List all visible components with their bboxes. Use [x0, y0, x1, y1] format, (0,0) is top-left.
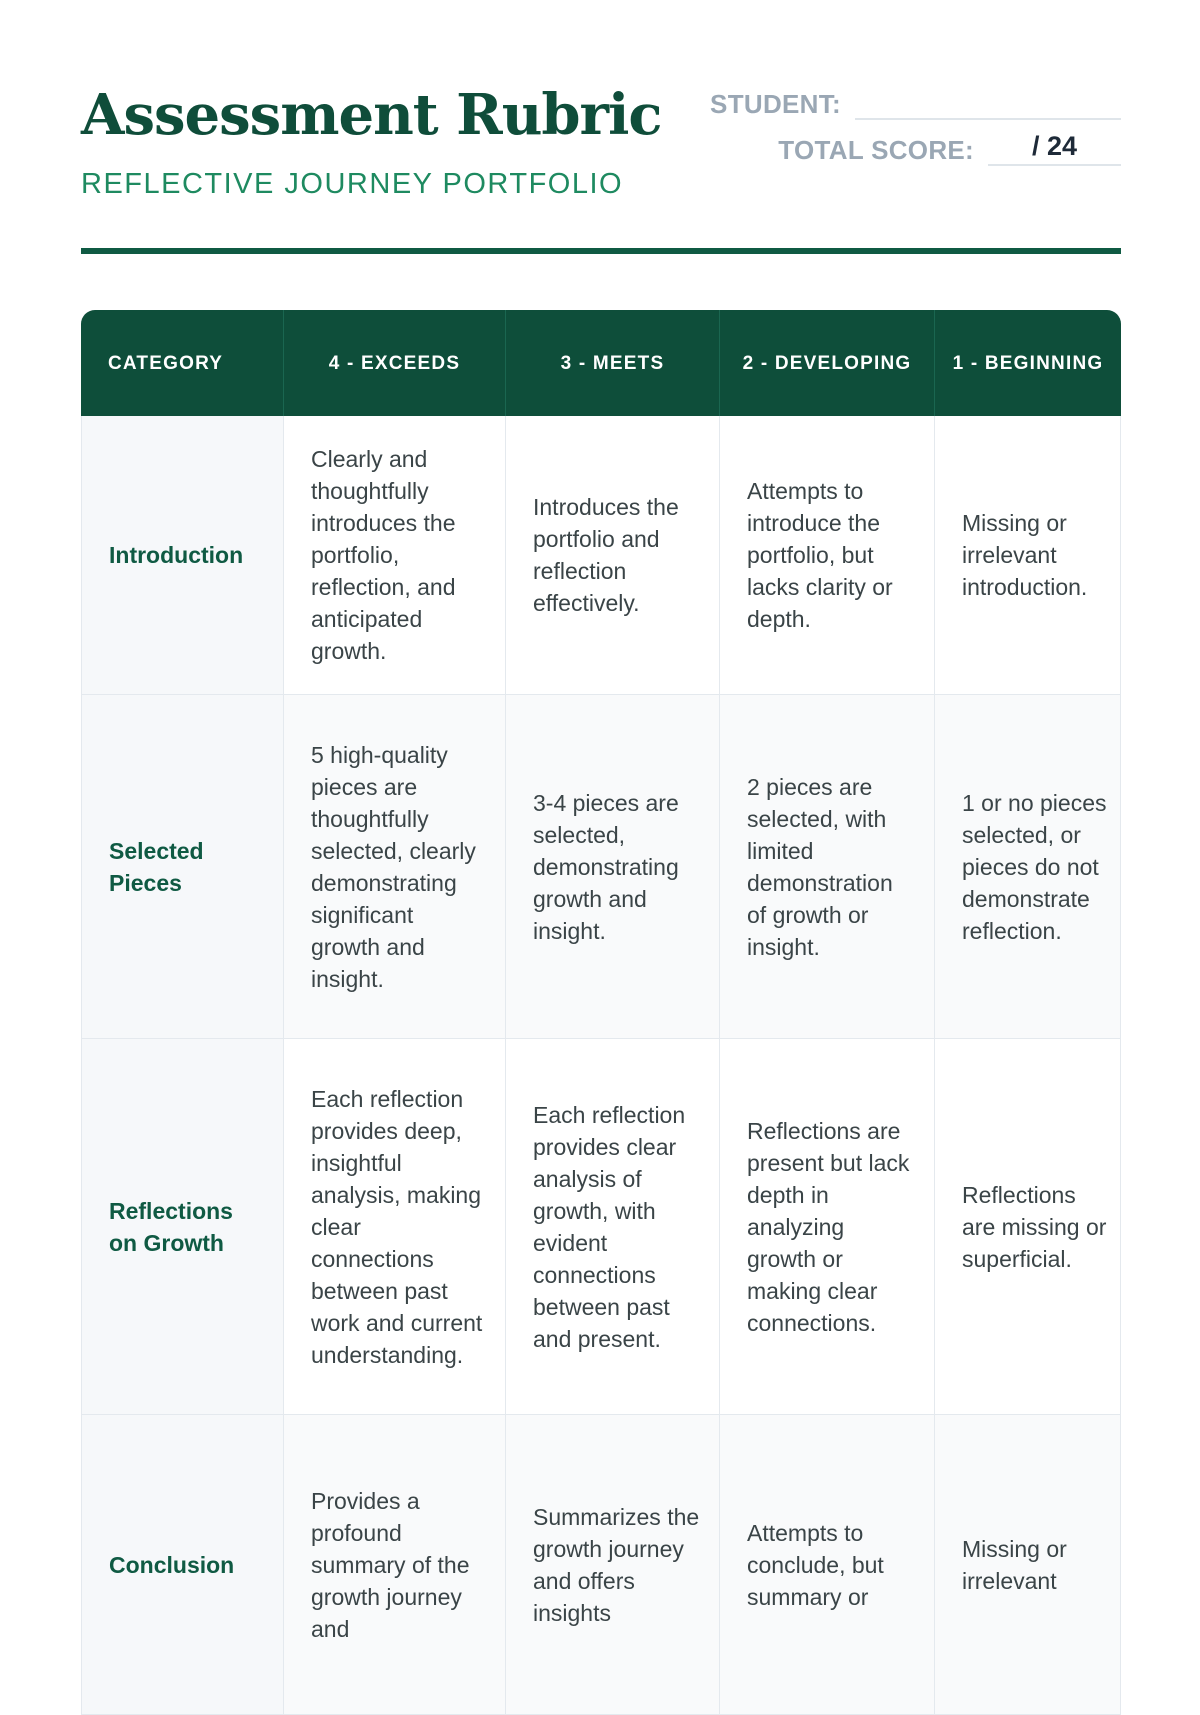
- table-row: [81, 1415, 1121, 1715]
- table-row: [81, 416, 1121, 695]
- criteria-cell: Clearly and thoughtfully introduces the portfolio, reflection, and anticipated growth.: [283, 416, 505, 695]
- criteria-cell: Missing or irrelevant: [934, 1415, 1121, 1715]
- criteria-cell: 3-4 pieces are selected, demonstrating growth and insight.: [505, 695, 719, 1039]
- page-subtitle: REFLECTIVE JOURNEY PORTFOLIO: [81, 168, 624, 200]
- criteria-cell: Reflections are present but lack depth in analyzing growth or making clear connections.: [719, 1039, 934, 1415]
- total-score-label: TOTAL SCORE:: [778, 135, 974, 165]
- column-header-developing: 2 - DEVELOPING: [719, 310, 934, 416]
- table-header-row: [81, 310, 1121, 416]
- criteria-cell: Attempts to conclude, but summary or: [719, 1415, 934, 1715]
- category-cell: Introduction: [81, 416, 283, 695]
- rubric-page: [81, 0, 1121, 1642]
- criteria-cell: Summarizes the growth journey and offers insights: [505, 1415, 719, 1715]
- criteria-cell: 1 or no pieces selected, or pieces do not demonstrate reflection.: [934, 695, 1121, 1039]
- page-title: Assessment Rubric: [81, 82, 662, 148]
- student-label: STUDENT:: [710, 89, 841, 119]
- criteria-cell: 2 pieces are selected, with limited demonstration of growth or insight.: [719, 695, 934, 1039]
- table-row: [81, 695, 1121, 1039]
- column-header-category: CATEGORY: [81, 310, 283, 416]
- header: [81, 0, 1121, 255]
- column-header-meets: 3 - MEETS: [505, 310, 719, 416]
- category-cell: Selected Pieces: [81, 695, 283, 1039]
- criteria-cell: Provides a profound summary of the growth journey and: [283, 1415, 505, 1715]
- total-score-field[interactable]: / 24: [988, 128, 1121, 166]
- column-header-exceeds: 4 - EXCEEDS: [283, 310, 505, 416]
- category-cell: Reflections on Growth: [81, 1039, 283, 1415]
- criteria-cell: Reflections are missing or superficial.: [934, 1039, 1121, 1415]
- criteria-cell: Introduces the portfolio and reflection effectively.: [505, 416, 719, 695]
- criteria-cell: Missing or irrelevant introduction.: [934, 416, 1121, 695]
- rubric-table: [81, 310, 1121, 1715]
- score-field-row: [778, 128, 1121, 166]
- table-row: [81, 1039, 1121, 1415]
- criteria-cell: Each reflection provides clear analysis of growth, with evident connections between past and present.: [505, 1039, 719, 1415]
- column-header-beginning: 1 - BEGINNING: [934, 310, 1121, 416]
- header-divider: [81, 248, 1121, 254]
- student-field-row: [710, 82, 1121, 120]
- criteria-cell: 5 high-quality pieces are thoughtfully selected, clearly demonstrating significant growth and insight.: [283, 695, 505, 1039]
- student-name-field[interactable]: [855, 82, 1121, 120]
- category-cell: Conclusion: [81, 1415, 283, 1715]
- criteria-cell: Each reflection provides deep, insightful analysis, making clear connections between past work and current understanding.: [283, 1039, 505, 1415]
- criteria-cell: Attempts to introduce the portfolio, but lacks clarity or depth.: [719, 416, 934, 695]
